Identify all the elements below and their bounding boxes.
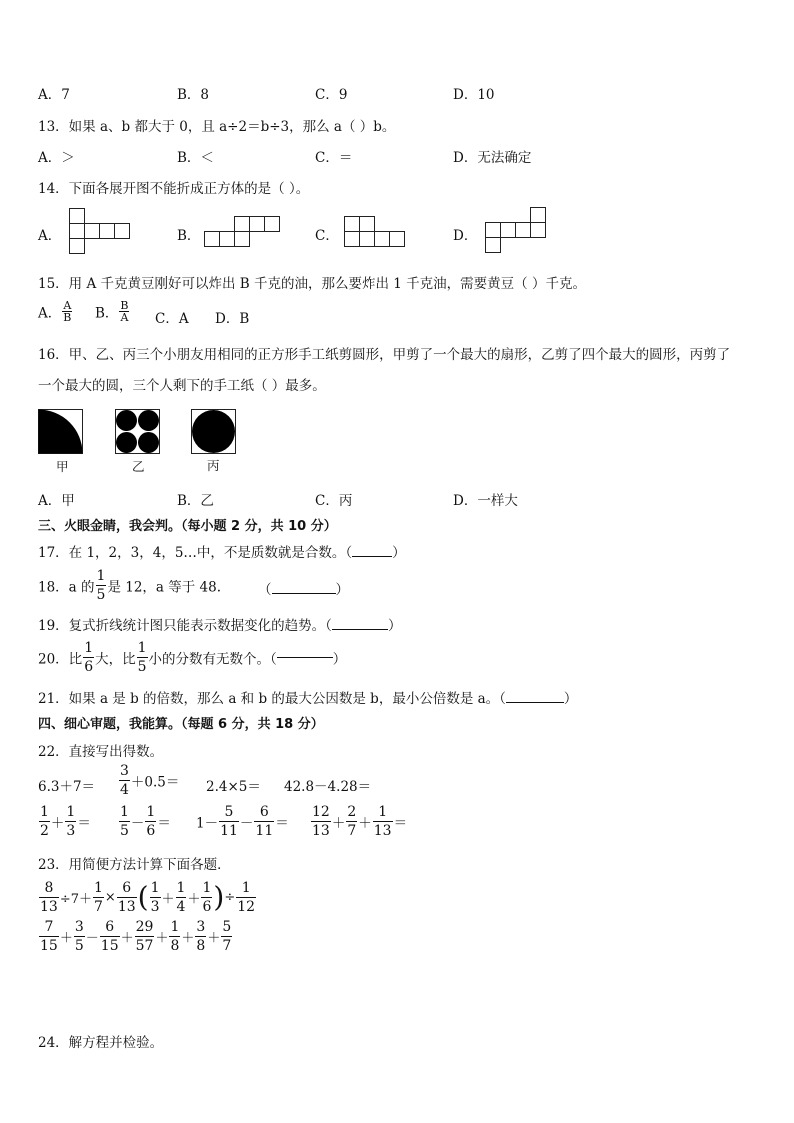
fraction-numerator: A bbox=[63, 299, 72, 312]
fraction-denominator: 6 bbox=[202, 899, 212, 915]
operator: ＋ bbox=[155, 931, 169, 946]
fraction-denominator: 13 bbox=[40, 899, 58, 915]
q15-option-d[interactable]: D．B bbox=[215, 311, 250, 327]
q12-option-a[interactable]: A．7 bbox=[38, 87, 70, 103]
q12-option-d[interactable]: D．10 bbox=[453, 87, 495, 103]
q13-option-a[interactable]: A．＞ bbox=[38, 150, 75, 166]
fraction-denominator: 13 bbox=[373, 823, 392, 839]
fraction-denominator: 7 bbox=[347, 823, 357, 839]
fraction bbox=[135, 920, 155, 953]
fraction bbox=[39, 881, 59, 914]
q15-stem: 15．用 A 千克黄豆刚好可以炸出 B 千克的油，那么要炸出 1 千克油，需要黄豆（ ）千克。 bbox=[38, 276, 586, 292]
operator: － bbox=[130, 815, 145, 832]
q18-open-paren: （ bbox=[258, 582, 272, 598]
fraction-numerator: 6 bbox=[122, 880, 132, 896]
fraction bbox=[117, 881, 137, 914]
operator: ＋ bbox=[120, 931, 134, 946]
operator: ÷ bbox=[224, 890, 236, 905]
q23-expr-2 bbox=[38, 920, 233, 953]
fraction bbox=[311, 805, 331, 838]
fraction bbox=[201, 881, 212, 914]
fraction bbox=[236, 881, 256, 914]
operator: ＋ bbox=[181, 931, 195, 946]
q22-expr-4: 42.8－4.28＝ bbox=[284, 779, 372, 795]
operator: ＋ bbox=[207, 931, 221, 946]
fraction-denominator: 3 bbox=[150, 899, 160, 915]
fraction-denominator: 8 bbox=[196, 938, 206, 954]
fraction-numerator: 3 bbox=[74, 919, 84, 935]
fraction-denominator: 5 bbox=[96, 587, 106, 603]
q24-stem: 24．解方程并检验。 bbox=[38, 1035, 164, 1051]
q15-option-c[interactable]: C．A bbox=[155, 311, 189, 327]
fraction-numerator: 3 bbox=[120, 763, 129, 779]
fraction-numerator: 1 bbox=[241, 880, 251, 896]
q14-option-b[interactable]: B． bbox=[177, 228, 201, 244]
fraction bbox=[65, 805, 76, 838]
fraction-numerator: 5 bbox=[222, 919, 232, 935]
operator: × bbox=[104, 890, 116, 905]
fraction bbox=[100, 920, 120, 953]
q18-fraction bbox=[96, 569, 107, 602]
q14-stem: 14．下面各展开图不能折成正方体的是（ ）。 bbox=[38, 181, 310, 197]
fraction-denominator: 13 bbox=[312, 823, 330, 839]
operator: ＋ bbox=[358, 815, 372, 832]
fraction bbox=[195, 920, 206, 953]
fraction bbox=[119, 805, 130, 838]
fraction-denominator: 8 bbox=[170, 938, 180, 954]
fraction-denominator: 5 bbox=[74, 938, 84, 954]
q17-close-paren: ） bbox=[392, 545, 406, 561]
section-three-title: 三、火眼金睛，我会判。（每小题 2 分，共 10 分） bbox=[38, 519, 337, 534]
figure-label-jia: 甲 bbox=[56, 459, 69, 474]
q15-option-a[interactable] bbox=[38, 300, 73, 323]
q15-option-b-fraction bbox=[119, 300, 129, 323]
q17-text bbox=[38, 541, 406, 561]
q16-stem-line2: 一个最大的圆，三个人剩下的手工纸（ ）最多。 bbox=[38, 378, 326, 394]
net-figure-c bbox=[344, 216, 408, 250]
expr-tail: ＋0.5＝ bbox=[130, 774, 180, 791]
q22-expr-3: 2.4×5＝ bbox=[206, 779, 261, 795]
q23-expr-1 bbox=[38, 881, 257, 914]
q20-fraction-1 bbox=[83, 641, 94, 674]
operator: ＋ bbox=[187, 892, 201, 907]
fraction-denominator: 6 bbox=[146, 823, 156, 839]
fraction bbox=[346, 805, 357, 838]
operator: － bbox=[85, 931, 99, 946]
fraction-numerator: 3 bbox=[196, 919, 206, 935]
q15-option-a-fraction bbox=[62, 300, 72, 323]
big-circle-figure bbox=[191, 409, 237, 455]
expr-head: 1－ bbox=[196, 815, 219, 832]
q12-option-c[interactable]: C．9 bbox=[315, 87, 348, 103]
fraction-numerator: 1 bbox=[176, 880, 186, 896]
fraction-numerator: 1 bbox=[94, 880, 103, 896]
fraction-numerator: 5 bbox=[224, 804, 234, 820]
operator: ＋ bbox=[161, 892, 175, 907]
fraction-numerator: 8 bbox=[44, 880, 54, 896]
fraction bbox=[169, 920, 180, 953]
fraction-numerator: 1 bbox=[66, 804, 76, 820]
fraction-numerator: 1 bbox=[378, 804, 388, 820]
equals: ＝ bbox=[393, 815, 408, 832]
q20-fraction-2 bbox=[137, 641, 148, 674]
fraction-numerator: 1 bbox=[40, 804, 49, 820]
fraction bbox=[39, 920, 59, 953]
left-paren: ( bbox=[137, 880, 149, 914]
right-paren: ) bbox=[213, 880, 225, 914]
fraction-denominator: 15 bbox=[40, 938, 58, 954]
operator: － bbox=[239, 815, 254, 832]
q20-text bbox=[38, 641, 346, 674]
fraction-numerator: 6 bbox=[259, 804, 269, 820]
q14-option-a[interactable]: A． bbox=[38, 228, 62, 244]
q16-option-b[interactable]: B．乙 bbox=[177, 493, 214, 509]
fraction-numerator: 6 bbox=[105, 919, 115, 935]
fraction-denominator: 7 bbox=[222, 938, 232, 954]
q22-expr-1: 6.3＋7＝ bbox=[38, 779, 96, 795]
operator: ＋ bbox=[59, 931, 73, 946]
fraction-numerator: 29 bbox=[135, 919, 154, 935]
q15-option-b[interactable] bbox=[95, 300, 131, 323]
q18-text bbox=[38, 569, 221, 602]
equals: ＝ bbox=[157, 815, 171, 832]
q13-option-d[interactable]: D．无法确定 bbox=[453, 150, 532, 166]
q21-text bbox=[38, 687, 577, 707]
q18-suffix: 是 12，a 等于 48. bbox=[107, 579, 222, 596]
quarter-circle-figure bbox=[38, 409, 84, 455]
q12-option-b[interactable]: B．8 bbox=[177, 87, 210, 103]
fraction bbox=[176, 881, 187, 914]
fraction-numerator: 1 bbox=[146, 804, 156, 820]
q22-expr-8 bbox=[310, 805, 407, 838]
q13-stem: 13．如果 a、b 都大于 0，且 a÷2＝b÷3，那么 a（ ）b。 bbox=[38, 119, 396, 135]
q19-answer-blank[interactable] bbox=[332, 629, 388, 630]
fraction bbox=[219, 805, 239, 838]
fraction-numerator: 7 bbox=[44, 919, 54, 935]
q13-option-c[interactable]: C．＝ bbox=[315, 150, 353, 166]
fraction-denominator: B bbox=[63, 311, 72, 324]
q23-stem: 23．用简便方法计算下面各题． bbox=[38, 857, 231, 873]
q22-stem: 22．直接写出得数。 bbox=[38, 744, 164, 760]
fraction bbox=[145, 805, 156, 838]
q20-prefix: 20．比 bbox=[38, 651, 83, 668]
equals: ＝ bbox=[77, 815, 91, 832]
fraction-numerator: 1 bbox=[120, 804, 129, 820]
operator: ＋ bbox=[50, 815, 65, 832]
four-circles-figure bbox=[115, 409, 161, 455]
fraction bbox=[39, 805, 50, 838]
fraction-denominator: 15 bbox=[100, 938, 119, 954]
q20-middle: 大，比 bbox=[95, 651, 136, 668]
q20-answer-blank[interactable] bbox=[277, 657, 333, 658]
fraction-numerator: 1 bbox=[84, 640, 94, 656]
fraction-numerator: B bbox=[120, 299, 129, 312]
fraction bbox=[74, 920, 85, 953]
fraction bbox=[221, 920, 232, 953]
q15-option-a-letter: A． bbox=[38, 305, 62, 322]
fraction-denominator: 6 bbox=[84, 659, 94, 675]
fraction-numerator: 12 bbox=[312, 804, 330, 820]
fraction bbox=[150, 881, 161, 914]
q21-close-paren: ） bbox=[563, 691, 578, 707]
q19-statement: 19．复式折线统计图只能表示数据变化的趋势。（ bbox=[38, 618, 332, 634]
net-figure-d bbox=[485, 207, 551, 255]
q16-option-c[interactable]: C．丙 bbox=[315, 493, 353, 509]
q22-expr-5 bbox=[38, 805, 91, 838]
q20-suffix: 小的分数有无数个。（ bbox=[148, 651, 277, 668]
q14-option-c[interactable]: C． bbox=[315, 228, 339, 244]
q13-option-b[interactable]: B．＜ bbox=[177, 150, 214, 166]
fraction-denominator: 57 bbox=[135, 938, 154, 954]
q17-answer-blank[interactable] bbox=[352, 556, 392, 557]
fraction-denominator: 5 bbox=[137, 659, 147, 675]
fraction-denominator: 12 bbox=[237, 899, 256, 915]
q14-option-d[interactable]: D． bbox=[453, 228, 478, 244]
fraction bbox=[119, 764, 130, 797]
net-figure-b bbox=[204, 216, 282, 250]
fraction-denominator: 3 bbox=[66, 823, 76, 839]
q18-prefix: 18．a 的 bbox=[38, 579, 95, 596]
fraction-denominator: 11 bbox=[255, 823, 274, 839]
fraction-numerator: 1 bbox=[170, 919, 180, 935]
q19-text bbox=[38, 614, 401, 634]
q19-close-paren: ） bbox=[387, 618, 402, 634]
fraction-numerator: 2 bbox=[347, 804, 357, 820]
fraction bbox=[254, 805, 274, 838]
figure-label-yi: 乙 bbox=[132, 459, 145, 474]
section-four-title: 四、细心审题，我能算。（每题 6 分，共 18 分） bbox=[38, 717, 324, 732]
fraction-numerator: 1 bbox=[137, 640, 147, 656]
operator: ÷7＋ bbox=[59, 892, 92, 907]
operator: ＋ bbox=[331, 815, 346, 832]
fraction-numerator: 1 bbox=[202, 880, 212, 896]
fraction-denominator: 5 bbox=[120, 823, 129, 839]
fraction bbox=[373, 805, 393, 838]
q22-expr-6 bbox=[118, 805, 171, 838]
figure-label-bing: 丙 bbox=[207, 458, 220, 473]
fraction-denominator: 4 bbox=[176, 899, 186, 915]
fraction-denominator: 7 bbox=[94, 899, 103, 915]
fraction bbox=[93, 881, 104, 914]
q21-statement: 21．如果 a 是 b 的倍数，那么 a 和 b 的最大公因数是 b，最小公倍数是 a。（ bbox=[38, 691, 506, 707]
fraction-denominator: A bbox=[120, 311, 129, 324]
fraction-denominator: 13 bbox=[117, 899, 136, 915]
q18-close-paren: ） bbox=[335, 582, 349, 598]
fraction-denominator: 11 bbox=[220, 823, 238, 839]
net-figure-a bbox=[69, 208, 131, 256]
q16-stem-line1: 16．甲、乙、丙三个小朋友用相同的正方形手工纸剪圆形，甲剪了一个最大的扇形，乙剪了四个最大的圆形，丙剪了 bbox=[38, 347, 731, 363]
q17-statement: 17．在 1，2，3，4，5…中，不是质数就是合数。（ bbox=[38, 545, 353, 561]
q22-expr-7 bbox=[196, 805, 289, 838]
q21-answer-blank[interactable] bbox=[506, 702, 564, 703]
q16-option-d[interactable]: D．一样大 bbox=[453, 493, 518, 509]
q18-answer bbox=[258, 578, 349, 598]
fraction-numerator: 1 bbox=[150, 880, 160, 896]
fraction-denominator: 4 bbox=[120, 782, 129, 798]
q16-option-a[interactable]: A．甲 bbox=[38, 493, 75, 509]
equals: ＝ bbox=[275, 815, 289, 832]
q22-expr-2 bbox=[118, 764, 179, 797]
q18-answer-blank[interactable] bbox=[272, 593, 336, 594]
q20-close-paren: ） bbox=[332, 651, 347, 668]
q15-option-b-letter: B． bbox=[95, 305, 119, 322]
fraction-numerator: 1 bbox=[96, 568, 106, 584]
fraction-denominator: 2 bbox=[40, 823, 49, 839]
